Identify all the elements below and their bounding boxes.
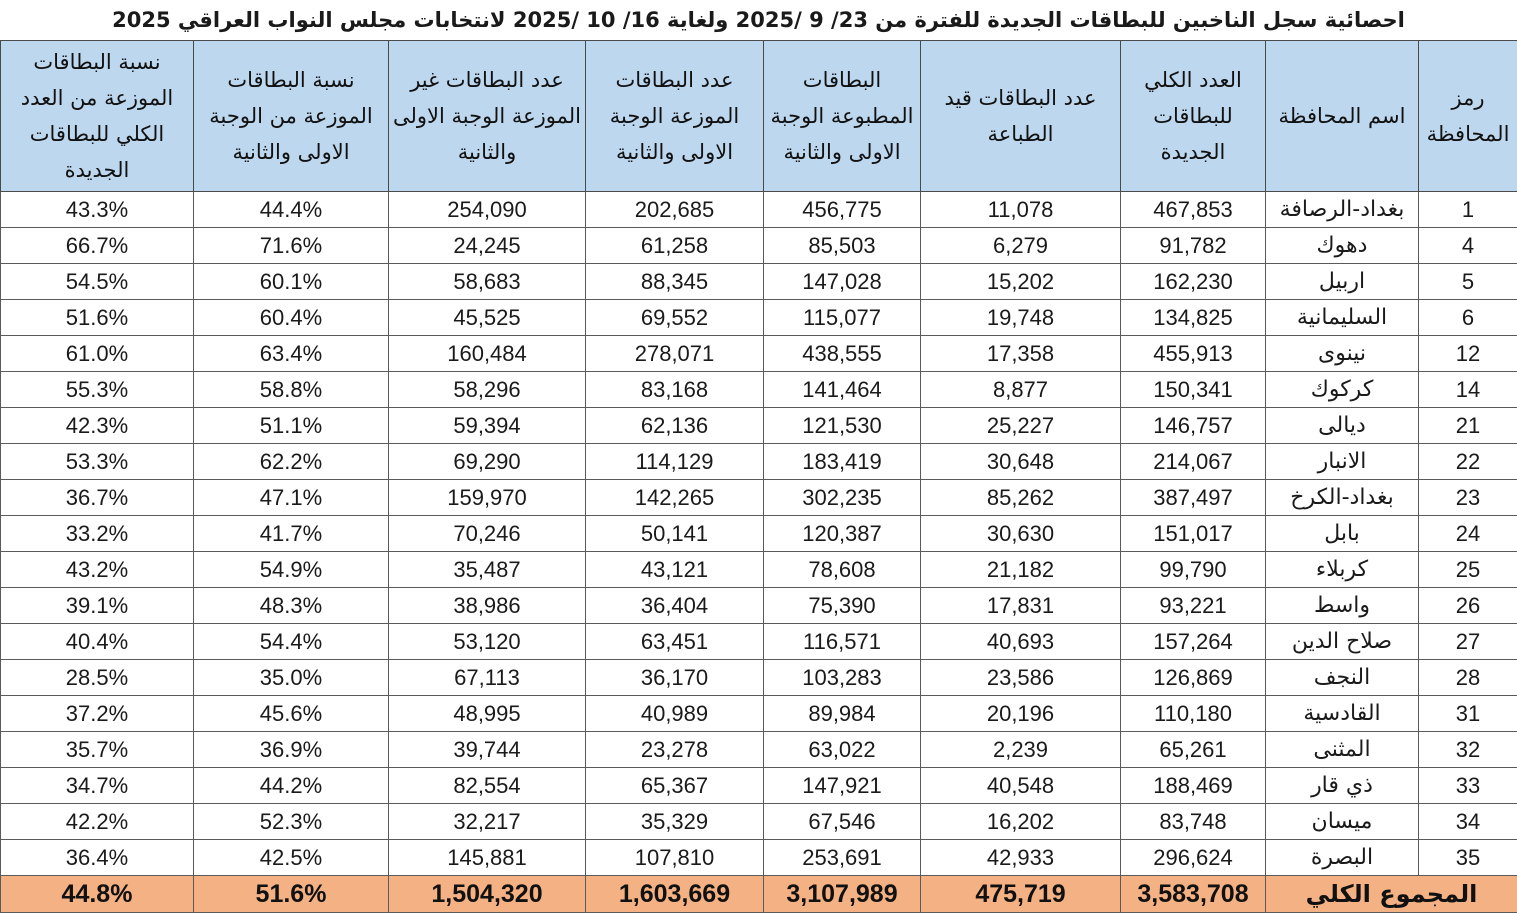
table-cell: 62.2% <box>194 444 389 480</box>
table-cell: 116,571 <box>764 624 921 660</box>
table-cell: 188,469 <box>1121 768 1266 804</box>
table-row <box>1 588 1517 624</box>
table-cell: 35,487 <box>389 552 586 588</box>
header-row <box>1 41 1517 192</box>
table-cell: 151,017 <box>1121 516 1266 552</box>
table-cell: 30,630 <box>921 516 1121 552</box>
total-cell: 3,583,708 <box>1121 876 1266 913</box>
table-cell: 40,693 <box>921 624 1121 660</box>
province-name-cell: ميسان <box>1266 804 1419 840</box>
table-cell: 40,548 <box>921 768 1121 804</box>
table-cell: 17,831 <box>921 588 1121 624</box>
total-cell: 1,603,669 <box>586 876 764 913</box>
table-cell: 36.7% <box>1 480 194 516</box>
table-cell: 147,028 <box>764 264 921 300</box>
table-cell: 70,246 <box>389 516 586 552</box>
table-cell: 43.2% <box>1 552 194 588</box>
table-cell: 183,419 <box>764 444 921 480</box>
table-cell: 253,691 <box>764 840 921 876</box>
table-cell: 99,790 <box>1121 552 1266 588</box>
table-cell: 32,217 <box>389 804 586 840</box>
total-cell: 475,719 <box>921 876 1121 913</box>
table-cell: 37.2% <box>1 696 194 732</box>
table-cell: 54.4% <box>194 624 389 660</box>
province-name-cell: البصرة <box>1266 840 1419 876</box>
table-cell: 438,555 <box>764 336 921 372</box>
province-name-cell: صلاح الدين <box>1266 624 1419 660</box>
table-cell: 44.2% <box>194 768 389 804</box>
table-cell: 35.7% <box>1 732 194 768</box>
table-cell: 42.3% <box>1 408 194 444</box>
table-cell: 30,648 <box>921 444 1121 480</box>
table-cell: 150,341 <box>1121 372 1266 408</box>
table-cell: 28.5% <box>1 660 194 696</box>
sheet-title: احصائية سجل الناخبين للبطاقات الجديدة للفترة من 23/ 9 /2025 ولغاية 16/ 10 /2025 لانتخابات مجلس النواب العراقي 2025 <box>0 0 1517 40</box>
table-cell: 110,180 <box>1121 696 1266 732</box>
table-row <box>1 552 1517 588</box>
table-cell: 11,078 <box>921 192 1121 228</box>
province-name-cell: القادسية <box>1266 696 1419 732</box>
table-cell: 24 <box>1419 516 1517 552</box>
table-cell: 39.1% <box>1 588 194 624</box>
table-cell: 41.7% <box>194 516 389 552</box>
voter-cards-table <box>0 40 1517 913</box>
table-cell: 47.1% <box>194 480 389 516</box>
table-cell: 39,744 <box>389 732 586 768</box>
province-name-cell: الانبار <box>1266 444 1419 480</box>
table-cell: 8,877 <box>921 372 1121 408</box>
province-name-cell: كربلاء <box>1266 552 1419 588</box>
table-row <box>1 696 1517 732</box>
table-cell: 134,825 <box>1121 300 1266 336</box>
province-name-cell: السليمانية <box>1266 300 1419 336</box>
province-name-cell: النجف <box>1266 660 1419 696</box>
table-cell: 63,451 <box>586 624 764 660</box>
table-cell: 24,245 <box>389 228 586 264</box>
table-cell: 17,358 <box>921 336 1121 372</box>
table-cell: 69,552 <box>586 300 764 336</box>
table-cell: 296,624 <box>1121 840 1266 876</box>
table-row <box>1 264 1517 300</box>
table-cell: 60.4% <box>194 300 389 336</box>
table-cell: 121,530 <box>764 408 921 444</box>
table-cell: 53.3% <box>1 444 194 480</box>
total-cell: 44.8% <box>1 876 194 913</box>
total-label: المجموع الكلي <box>1266 876 1517 913</box>
table-cell: 61,258 <box>586 228 764 264</box>
province-name-cell: كركوك <box>1266 372 1419 408</box>
table-cell: 126,869 <box>1121 660 1266 696</box>
table-cell: 107,810 <box>586 840 764 876</box>
table-cell: 36,170 <box>586 660 764 696</box>
table-cell: 214,067 <box>1121 444 1266 480</box>
table-cell: 67,113 <box>389 660 586 696</box>
header-total-new-cards: العدد الكلي للبطاقات الجديدة <box>1121 41 1266 192</box>
table-cell: 65,367 <box>586 768 764 804</box>
table-cell: 62,136 <box>586 408 764 444</box>
table-cell: 6,279 <box>921 228 1121 264</box>
table-cell: 52.3% <box>194 804 389 840</box>
table-cell: 14 <box>1419 372 1517 408</box>
table-cell: 16,202 <box>921 804 1121 840</box>
total-row <box>1 876 1517 913</box>
table-cell: 12 <box>1419 336 1517 372</box>
table-cell: 254,090 <box>389 192 586 228</box>
table-cell: 27 <box>1419 624 1517 660</box>
table-cell: 85,262 <box>921 480 1121 516</box>
table-cell: 302,235 <box>764 480 921 516</box>
table-row <box>1 192 1517 228</box>
table-row <box>1 228 1517 264</box>
header-province-name: اسم المحافظة <box>1266 41 1419 192</box>
table-cell: 33.2% <box>1 516 194 552</box>
table-cell: 42.2% <box>1 804 194 840</box>
table-cell: 160,484 <box>389 336 586 372</box>
province-name-cell: نينوى <box>1266 336 1419 372</box>
table-cell: 75,390 <box>764 588 921 624</box>
table-cell: 142,265 <box>586 480 764 516</box>
province-name-cell: بابل <box>1266 516 1419 552</box>
table-cell: 455,913 <box>1121 336 1266 372</box>
table-row <box>1 768 1517 804</box>
table-cell: 456,775 <box>764 192 921 228</box>
table-cell: 23,278 <box>586 732 764 768</box>
header-distributed-ratio-batches: نسبة البطاقات الموزعة من الوجبة الاولى والثانية <box>194 41 389 192</box>
table-cell: 48,995 <box>389 696 586 732</box>
table-cell: 34 <box>1419 804 1517 840</box>
table-cell: 35 <box>1419 840 1517 876</box>
table-cell: 55.3% <box>1 372 194 408</box>
province-name-cell: المثنى <box>1266 732 1419 768</box>
table-cell: 23 <box>1419 480 1517 516</box>
table-cell: 4 <box>1419 228 1517 264</box>
table-cell: 145,881 <box>389 840 586 876</box>
table-cell: 51.6% <box>1 300 194 336</box>
table-cell: 28 <box>1419 660 1517 696</box>
table-cell: 159,970 <box>389 480 586 516</box>
table-cell: 23,586 <box>921 660 1121 696</box>
table-cell: 82,554 <box>389 768 586 804</box>
table-cell: 42.5% <box>194 840 389 876</box>
table-cell: 114,129 <box>586 444 764 480</box>
header-cards-printing: عدد البطاقات قيد الطباعة <box>921 41 1121 192</box>
table-row <box>1 840 1517 876</box>
table-cell: 103,283 <box>764 660 921 696</box>
table-cell: 15,202 <box>921 264 1121 300</box>
table-cell: 63,022 <box>764 732 921 768</box>
table-cell: 36.9% <box>194 732 389 768</box>
table-row <box>1 732 1517 768</box>
table-cell: 35.0% <box>194 660 389 696</box>
total-cell: 1,504,320 <box>389 876 586 913</box>
province-name-cell: واسط <box>1266 588 1419 624</box>
table-cell: 85,503 <box>764 228 921 264</box>
province-name-cell: دهوك <box>1266 228 1419 264</box>
table-cell: 20,196 <box>921 696 1121 732</box>
table-cell: 65,261 <box>1121 732 1266 768</box>
table-cell: 387,497 <box>1121 480 1266 516</box>
total-cell: 51.6% <box>194 876 389 913</box>
header-distributed-ratio-total: نسبة البطاقات الموزعة من العدد الكلي للبطاقات الجديدة <box>1 41 194 192</box>
province-name-cell: ذي قار <box>1266 768 1419 804</box>
table-cell: 93,221 <box>1121 588 1266 624</box>
table-cell: 162,230 <box>1121 264 1266 300</box>
province-name-cell: بغداد-الكرخ <box>1266 480 1419 516</box>
table-cell: 40.4% <box>1 624 194 660</box>
table-cell: 36.4% <box>1 840 194 876</box>
table-cell: 34.7% <box>1 768 194 804</box>
table-cell: 146,757 <box>1121 408 1266 444</box>
table-cell: 141,464 <box>764 372 921 408</box>
table-cell: 63.4% <box>194 336 389 372</box>
table-cell: 42,933 <box>921 840 1121 876</box>
table-cell: 44.4% <box>194 192 389 228</box>
table-cell: 35,329 <box>586 804 764 840</box>
table-cell: 54.5% <box>1 264 194 300</box>
table-cell: 51.1% <box>194 408 389 444</box>
header-printed-cards: البطاقات المطبوعة الوجبة الاولى والثانية <box>764 41 921 192</box>
table-cell: 38,986 <box>389 588 586 624</box>
table-cell: 91,782 <box>1121 228 1266 264</box>
table-cell: 157,264 <box>1121 624 1266 660</box>
table-cell: 78,608 <box>764 552 921 588</box>
table-cell: 2,239 <box>921 732 1121 768</box>
province-name-cell: ديالى <box>1266 408 1419 444</box>
header-province-code: رمز المحافظة <box>1419 41 1517 192</box>
table-row <box>1 660 1517 696</box>
table-cell: 5 <box>1419 264 1517 300</box>
table-cell: 147,921 <box>764 768 921 804</box>
table-row <box>1 408 1517 444</box>
table-cell: 61.0% <box>1 336 194 372</box>
table-cell: 278,071 <box>586 336 764 372</box>
table-cell: 1 <box>1419 192 1517 228</box>
total-cell: 3,107,989 <box>764 876 921 913</box>
table-cell: 59,394 <box>389 408 586 444</box>
table-cell: 83,748 <box>1121 804 1266 840</box>
table-cell: 115,077 <box>764 300 921 336</box>
table-cell: 67,546 <box>764 804 921 840</box>
table-row <box>1 480 1517 516</box>
table-cell: 58,296 <box>389 372 586 408</box>
table-cell: 60.1% <box>194 264 389 300</box>
table-cell: 40,989 <box>586 696 764 732</box>
header-undistributed-cards: عدد البطاقات غير الموزعة الوجبة الاولى والثانية <box>389 41 586 192</box>
table-cell: 31 <box>1419 696 1517 732</box>
table-cell: 202,685 <box>586 192 764 228</box>
table-cell: 88,345 <box>586 264 764 300</box>
table-row <box>1 372 1517 408</box>
table-row <box>1 444 1517 480</box>
table-row <box>1 624 1517 660</box>
table-row <box>1 804 1517 840</box>
table-cell: 21,182 <box>921 552 1121 588</box>
table-cell: 25,227 <box>921 408 1121 444</box>
table-cell: 58,683 <box>389 264 586 300</box>
table-cell: 22 <box>1419 444 1517 480</box>
table-cell: 69,290 <box>389 444 586 480</box>
table-cell: 19,748 <box>921 300 1121 336</box>
table-cell: 89,984 <box>764 696 921 732</box>
table-cell: 58.8% <box>194 372 389 408</box>
header-distributed-cards: عدد البطاقات الموزعة الوجبة الاولى والثانية <box>586 41 764 192</box>
table-cell: 83,168 <box>586 372 764 408</box>
table-cell: 43.3% <box>1 192 194 228</box>
table-cell: 467,853 <box>1121 192 1266 228</box>
table-row <box>1 300 1517 336</box>
table-cell: 36,404 <box>586 588 764 624</box>
table-cell: 25 <box>1419 552 1517 588</box>
table-cell: 33 <box>1419 768 1517 804</box>
table-cell: 48.3% <box>194 588 389 624</box>
table-cell: 71.6% <box>194 228 389 264</box>
province-name-cell: بغداد-الرصافة <box>1266 192 1419 228</box>
table-cell: 53,120 <box>389 624 586 660</box>
table-row <box>1 336 1517 372</box>
table-cell: 45.6% <box>194 696 389 732</box>
province-name-cell: اربيل <box>1266 264 1419 300</box>
table-cell: 21 <box>1419 408 1517 444</box>
table-cell: 26 <box>1419 588 1517 624</box>
table-cell: 66.7% <box>1 228 194 264</box>
table-cell: 45,525 <box>389 300 586 336</box>
table-cell: 50,141 <box>586 516 764 552</box>
table-cell: 6 <box>1419 300 1517 336</box>
table-cell: 32 <box>1419 732 1517 768</box>
table-cell: 43,121 <box>586 552 764 588</box>
table-cell: 120,387 <box>764 516 921 552</box>
table-row <box>1 516 1517 552</box>
table-cell: 54.9% <box>194 552 389 588</box>
